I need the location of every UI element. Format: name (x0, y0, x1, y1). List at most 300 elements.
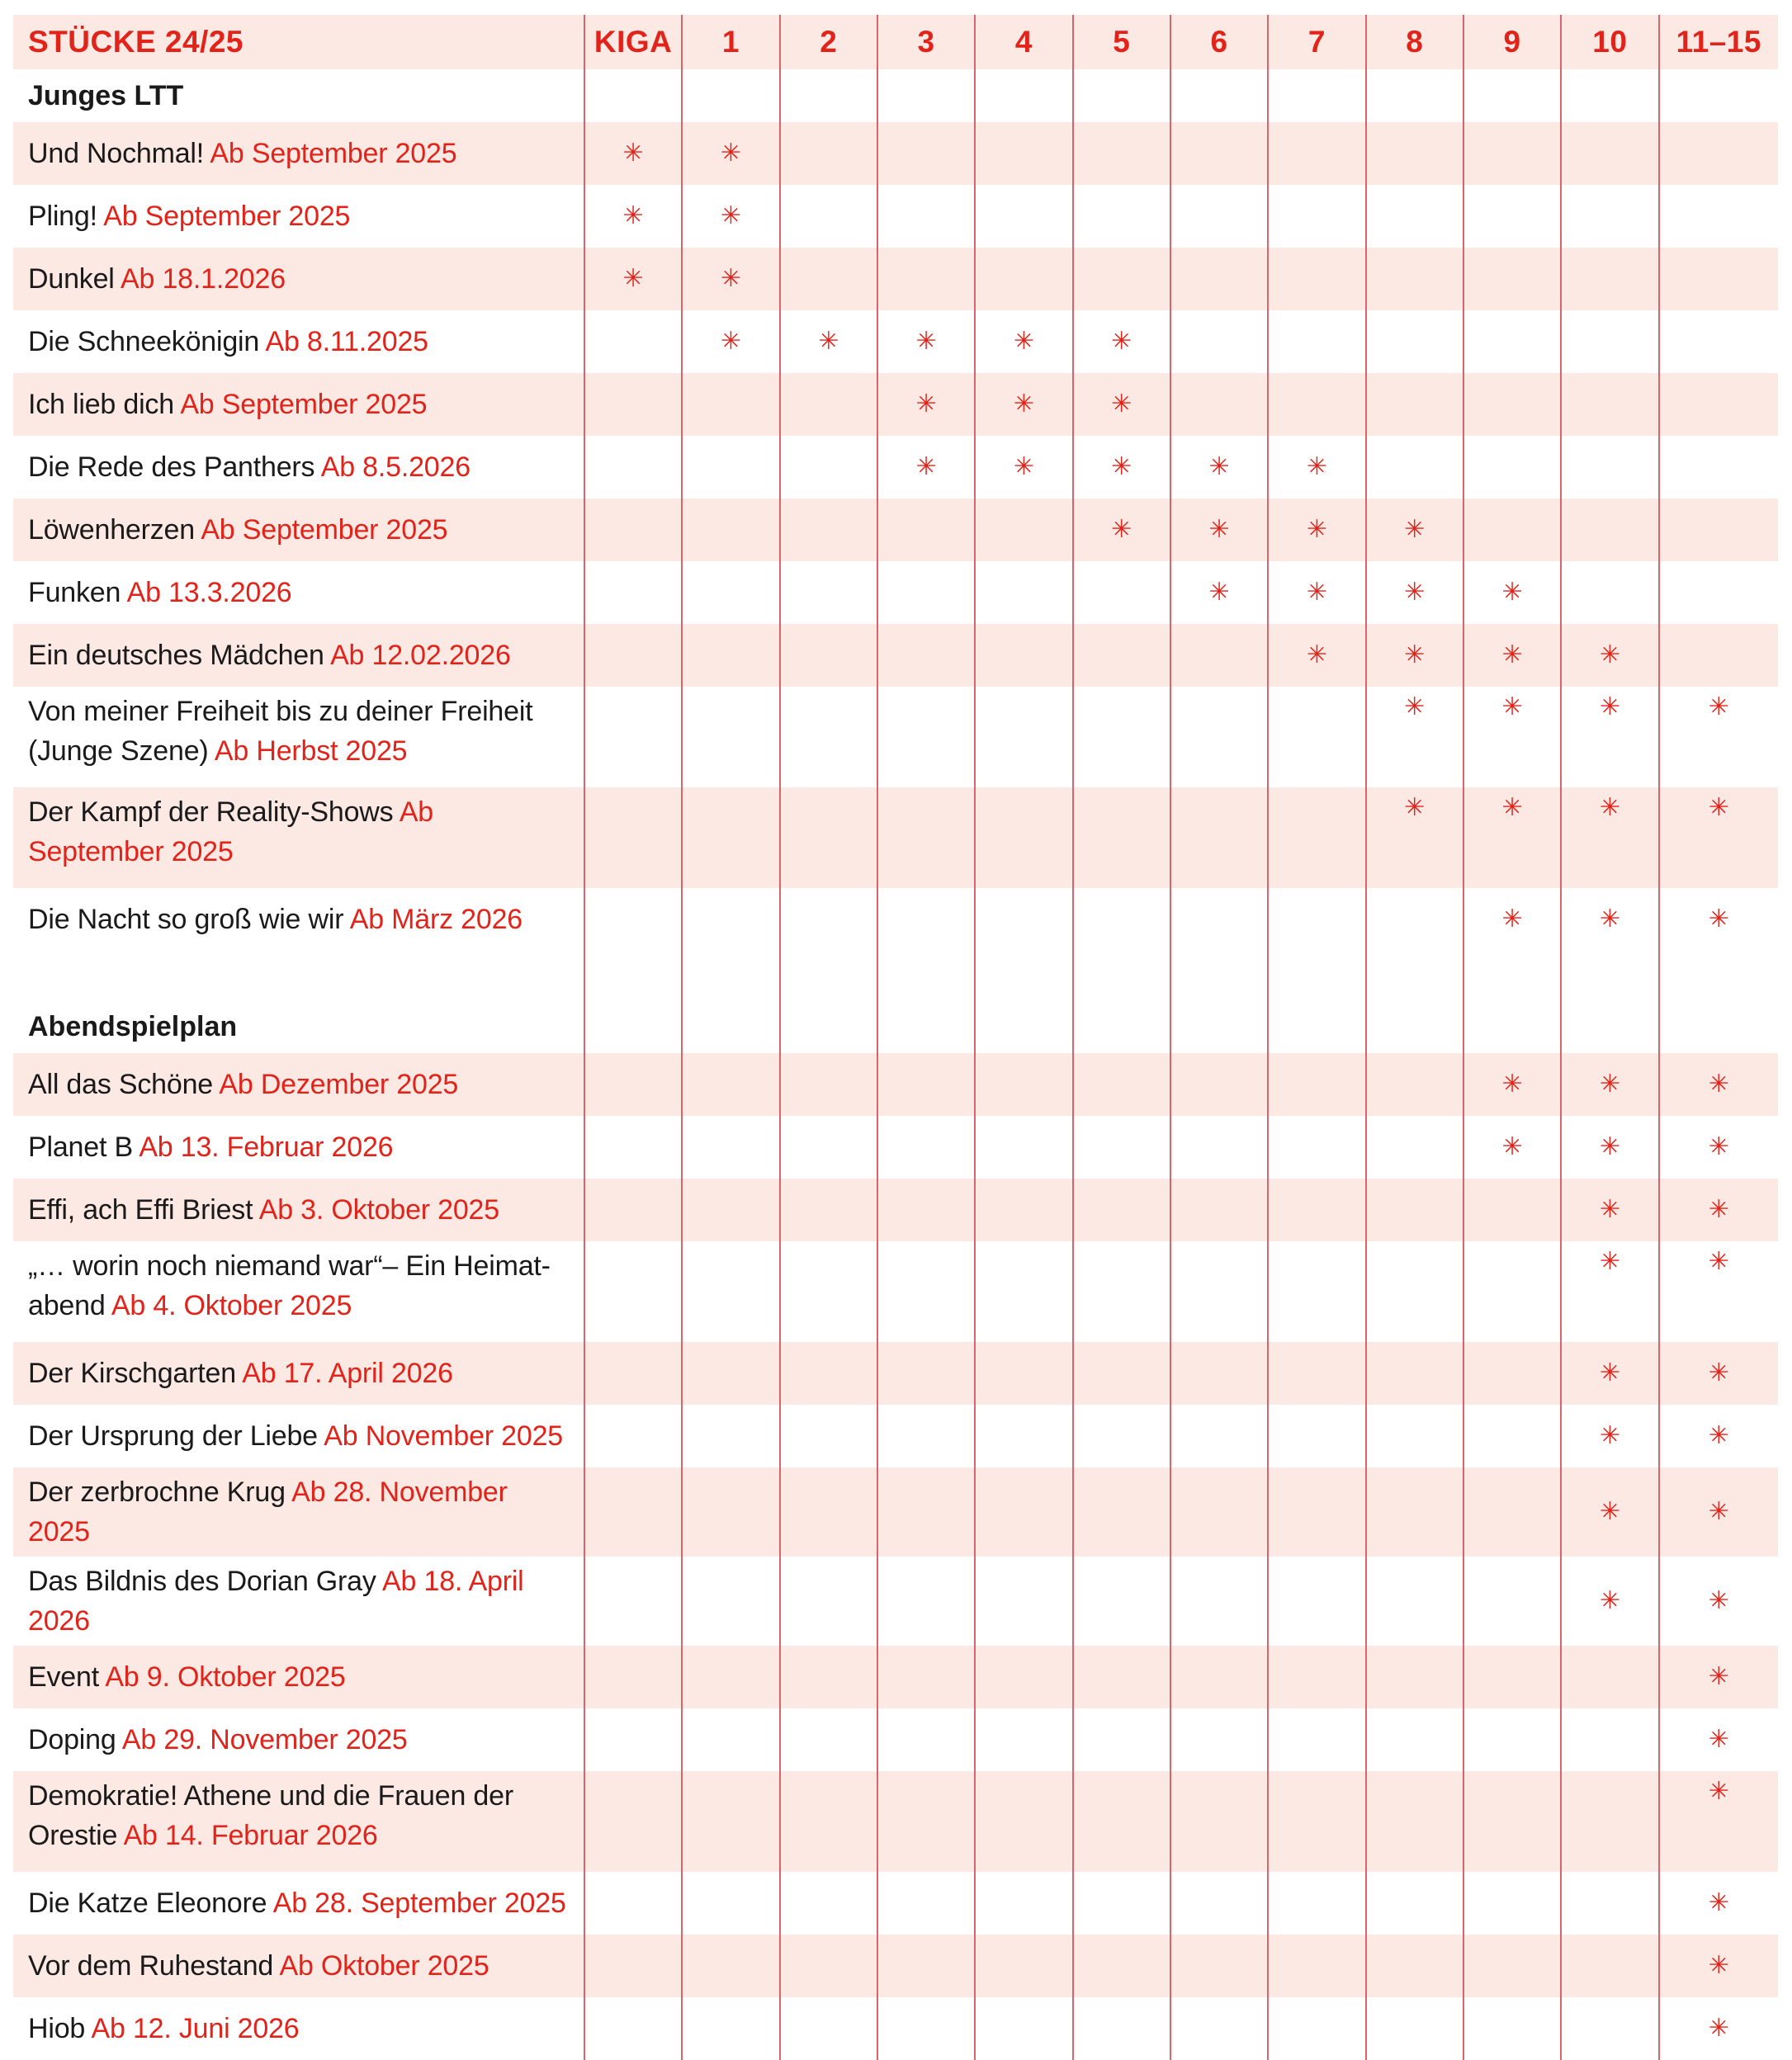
asterisk-star-icon: ✳ (1708, 1586, 1729, 1615)
grade-mark-cell (1659, 687, 1778, 787)
empty-cell (1170, 1708, 1268, 1771)
premiere-date: Ab 18.1.2026 (121, 263, 286, 295)
table-title: STÜCKE 24/25 (13, 15, 584, 69)
empty-cell (682, 1241, 779, 1342)
empty-cell (584, 436, 682, 498)
empty-cell (1659, 248, 1778, 310)
grade-header-1: 1 (682, 15, 779, 69)
play-title-cell (13, 1179, 584, 1241)
empty-cell (584, 1342, 682, 1405)
grade-mark-cell (1561, 1179, 1658, 1241)
play-title-cell (13, 561, 584, 624)
empty-cell (1268, 1935, 1365, 1997)
asterisk-star-icon: ✳ (1111, 452, 1132, 481)
play-name: Demokratie! Athene und die Frauen der Orestie (28, 1780, 513, 1851)
grade-mark-cell (1659, 1053, 1778, 1116)
empty-cell (780, 1557, 877, 1646)
asterisk-star-icon: ✳ (1404, 640, 1426, 669)
empty-cell (975, 69, 1072, 122)
empty-cell (780, 1179, 877, 1241)
empty-cell (1268, 1771, 1365, 1872)
empty-cell (1268, 69, 1365, 122)
empty-cell (780, 561, 877, 624)
empty-cell (682, 1116, 779, 1179)
asterisk-star-icon: ✳ (1404, 578, 1426, 607)
empty-cell (780, 1872, 877, 1935)
premiere-date: Ab 3. Oktober 2025 (258, 1194, 499, 1226)
empty-cell (975, 1000, 1072, 1053)
empty-cell (1073, 1000, 1170, 1053)
grade-mark-cell (584, 248, 682, 310)
empty-cell (975, 1467, 1072, 1557)
grade-mark-cell (1561, 787, 1658, 888)
empty-cell (1659, 1000, 1778, 1053)
asterisk-star-icon: ✳ (1708, 2014, 1729, 2043)
empty-cell (1366, 1053, 1463, 1116)
empty-cell (1073, 1872, 1170, 1935)
empty-cell (1073, 1342, 1170, 1405)
grade-header-kiga: KIGA (584, 15, 682, 69)
empty-cell (877, 951, 975, 1000)
empty-cell (780, 1116, 877, 1179)
premiere-date: Ab 13.3.2026 (126, 577, 292, 608)
empty-cell (1073, 248, 1170, 310)
empty-cell (975, 1116, 1072, 1179)
asterisk-star-icon: ✳ (1208, 515, 1230, 544)
grade-mark-cell (975, 373, 1072, 436)
asterisk-star-icon: ✳ (720, 327, 741, 356)
empty-cell (1463, 1997, 1561, 2060)
play-name: Und Nochmal! (28, 138, 205, 169)
grade-header-3: 3 (877, 15, 975, 69)
empty-cell (1073, 1557, 1170, 1646)
empty-cell (1268, 373, 1365, 436)
asterisk-star-icon: ✳ (720, 264, 741, 293)
play-name: Effi, ach Effi Briest (28, 1194, 253, 1226)
empty-cell (1659, 122, 1778, 185)
empty-cell (1463, 1179, 1561, 1241)
grade-mark-cell (1463, 1116, 1561, 1179)
play-title-cell (13, 1935, 584, 1997)
table-row (13, 1179, 1778, 1241)
empty-cell (975, 1405, 1072, 1467)
empty-cell (584, 1557, 682, 1646)
empty-cell (1073, 1179, 1170, 1241)
table-row (13, 1405, 1778, 1467)
empty-cell (584, 687, 682, 787)
empty-cell (975, 185, 1072, 248)
grade-mark-cell (1561, 1405, 1658, 1467)
grade-mark-cell (1366, 687, 1463, 787)
asterisk-star-icon: ✳ (1599, 1132, 1620, 1161)
table-row (13, 1116, 1778, 1179)
asterisk-star-icon: ✳ (1708, 905, 1729, 933)
empty-cell (1073, 1997, 1170, 2060)
empty-cell (1366, 1708, 1463, 1771)
empty-cell (1170, 624, 1268, 687)
empty-cell (877, 122, 975, 185)
grade-mark-cell (1659, 1646, 1778, 1708)
empty-cell (780, 373, 877, 436)
empty-cell (780, 1708, 877, 1771)
empty-cell (584, 1000, 682, 1053)
asterisk-star-icon: ✳ (1404, 793, 1426, 822)
empty-cell (1170, 373, 1268, 436)
empty-cell (780, 888, 877, 951)
empty-cell (1170, 687, 1268, 787)
empty-cell (682, 1557, 779, 1646)
empty-cell (877, 1467, 975, 1557)
grade-mark-cell (1268, 624, 1365, 687)
empty-cell (682, 1179, 779, 1241)
empty-cell (877, 1997, 975, 2060)
table-row (13, 561, 1778, 624)
empty-cell (682, 1771, 779, 1872)
empty-cell (877, 1935, 975, 1997)
section-heading-row (13, 69, 1778, 122)
grade-mark-cell (1463, 888, 1561, 951)
empty-cell (584, 1116, 682, 1179)
empty-cell (1561, 1771, 1658, 1872)
empty-cell (1268, 787, 1365, 888)
empty-cell (780, 248, 877, 310)
empty-cell (682, 1000, 779, 1053)
grade-mark-cell (1659, 1997, 1778, 2060)
asterisk-star-icon: ✳ (1306, 640, 1327, 669)
empty-cell (877, 1771, 975, 1872)
play-title-cell (13, 498, 584, 561)
play-title-cell (13, 624, 584, 687)
grade-mark-cell (1463, 624, 1561, 687)
grade-mark-cell (584, 185, 682, 248)
empty-cell (1073, 1708, 1170, 1771)
grade-mark-cell (1659, 888, 1778, 951)
empty-cell (1170, 1241, 1268, 1342)
asterisk-star-icon: ✳ (1013, 327, 1034, 356)
asterisk-star-icon: ✳ (1708, 1951, 1729, 1980)
table-body (13, 69, 1778, 2060)
empty-cell (584, 1179, 682, 1241)
empty-cell (1073, 1467, 1170, 1557)
empty-cell (1268, 310, 1365, 373)
empty-cell (1073, 888, 1170, 951)
asterisk-star-icon: ✳ (915, 327, 937, 356)
grade-mark-cell (877, 436, 975, 498)
grade-mark-cell (1366, 624, 1463, 687)
empty-cell (1366, 373, 1463, 436)
grade-mark-cell (1659, 1405, 1778, 1467)
premiere-date: Ab 8.5.2026 (320, 451, 470, 483)
empty-cell (584, 1771, 682, 1872)
premiere-date: Ab September 2025 (103, 201, 351, 232)
asterisk-star-icon: ✳ (1208, 578, 1230, 607)
table-row (13, 185, 1778, 248)
empty-cell (584, 624, 682, 687)
asterisk-star-icon: ✳ (1599, 1586, 1620, 1615)
empty-cell (1659, 373, 1778, 436)
empty-cell (584, 888, 682, 951)
empty-cell (877, 498, 975, 561)
empty-cell (1463, 69, 1561, 122)
empty-cell (1366, 122, 1463, 185)
empty-cell (1463, 498, 1561, 561)
empty-cell (1170, 888, 1268, 951)
grade-mark-cell (1561, 1116, 1658, 1179)
table-row (13, 1557, 1778, 1646)
asterisk-star-icon: ✳ (720, 139, 741, 168)
asterisk-star-icon: ✳ (1708, 793, 1729, 822)
table-row (13, 122, 1778, 185)
grade-mark-cell (1659, 1179, 1778, 1241)
empty-cell (1366, 1872, 1463, 1935)
empty-cell (1268, 248, 1365, 310)
empty-cell (877, 1000, 975, 1053)
play-title-cell (13, 1116, 584, 1179)
grade-mark-cell (1561, 1467, 1658, 1557)
empty-cell (1073, 787, 1170, 888)
play-name: Der Kampf der Reality-Shows (28, 796, 394, 828)
empty-cell (780, 787, 877, 888)
empty-cell (1073, 1241, 1170, 1342)
empty-cell (1463, 1342, 1561, 1405)
grade-mark-cell (1561, 1557, 1658, 1646)
empty-cell (682, 1935, 779, 1997)
empty-cell (877, 1646, 975, 1708)
table-row (13, 1342, 1778, 1405)
empty-cell (584, 69, 682, 122)
empty-cell (1561, 1997, 1658, 2060)
empty-cell (780, 1646, 877, 1708)
play-name: Doping (28, 1724, 116, 1755)
empty-cell (780, 1053, 877, 1116)
asterisk-star-icon: ✳ (1708, 1132, 1729, 1161)
empty-cell (780, 687, 877, 787)
grade-mark-cell (1463, 787, 1561, 888)
empty-cell (682, 498, 779, 561)
empty-cell (877, 1872, 975, 1935)
empty-cell (1463, 1000, 1561, 1053)
table-row (13, 787, 1778, 888)
play-name: Dunkel (28, 263, 115, 295)
empty-cell (1170, 1179, 1268, 1241)
grade-mark-cell (1561, 1342, 1658, 1405)
section-heading-row (13, 1000, 1778, 1053)
empty-cell (1366, 248, 1463, 310)
empty-cell (1268, 1053, 1365, 1116)
asterisk-star-icon: ✳ (1708, 1070, 1729, 1099)
empty-cell (1561, 373, 1658, 436)
empty-cell (1463, 248, 1561, 310)
grade-mark-cell (877, 373, 975, 436)
premiere-date: Ab September 2025 (180, 389, 428, 420)
empty-cell (780, 951, 877, 1000)
empty-cell (584, 1997, 682, 2060)
play-name: Der Kirschgarten (28, 1358, 236, 1389)
empty-cell (1463, 310, 1561, 373)
empty-cell (1170, 1000, 1268, 1053)
empty-cell (975, 1935, 1072, 1997)
asterisk-star-icon: ✳ (1501, 1132, 1523, 1161)
empty-cell (780, 122, 877, 185)
grade-mark-cell (1268, 498, 1365, 561)
table-row (13, 888, 1778, 951)
asterisk-star-icon: ✳ (1111, 390, 1132, 418)
empty-cell (584, 1405, 682, 1467)
play-name: Vor dem Ruhestand (28, 1950, 274, 1982)
asterisk-star-icon: ✳ (1708, 1247, 1729, 1276)
premiere-date: Ab 12. Juni 2026 (91, 2013, 300, 2044)
empty-cell (682, 69, 779, 122)
empty-cell (682, 1872, 779, 1935)
empty-cell (780, 1467, 877, 1557)
play-name: Pling! (28, 201, 97, 232)
premiere-date: Ab 12.02.2026 (330, 640, 511, 671)
empty-cell (780, 1241, 877, 1342)
play-title-cell (13, 248, 584, 310)
premiere-date: Ab September 2025 (201, 514, 448, 546)
empty-cell (1170, 1935, 1268, 1997)
empty-cell (877, 1405, 975, 1467)
asterisk-star-icon: ✳ (1599, 1247, 1620, 1276)
table-row (13, 310, 1778, 373)
play-name: Hiob (28, 2013, 86, 2044)
empty-cell (877, 624, 975, 687)
asterisk-star-icon: ✳ (1111, 327, 1132, 356)
empty-cell (780, 185, 877, 248)
asterisk-star-icon: ✳ (1404, 515, 1426, 544)
empty-cell (877, 1342, 975, 1405)
premiere-date: Ab 28. November 2025 (28, 1476, 508, 1547)
empty-cell (877, 185, 975, 248)
grade-mark-cell (1659, 1708, 1778, 1771)
play-title-cell (13, 1708, 584, 1771)
table-row (13, 1241, 1778, 1342)
grade-mark-cell (1561, 888, 1658, 951)
empty-cell (975, 498, 1072, 561)
header-row (13, 15, 1778, 69)
play-title-cell (13, 1467, 584, 1557)
empty-cell (1366, 69, 1463, 122)
asterisk-star-icon: ✳ (915, 390, 937, 418)
empty-cell (584, 1872, 682, 1935)
empty-cell (1073, 687, 1170, 787)
empty-cell (1561, 1935, 1658, 1997)
asterisk-star-icon: ✳ (1501, 793, 1523, 822)
table-row (13, 1935, 1778, 1997)
asterisk-star-icon: ✳ (1708, 1662, 1729, 1691)
table-row (13, 1708, 1778, 1771)
empty-cell (1561, 1872, 1658, 1935)
empty-cell (682, 1405, 779, 1467)
grade-header-7: 7 (1268, 15, 1365, 69)
empty-cell (1170, 122, 1268, 185)
asterisk-star-icon: ✳ (818, 327, 839, 356)
grade-header-2: 2 (780, 15, 877, 69)
empty-cell (1170, 69, 1268, 122)
empty-cell (1170, 1771, 1268, 1872)
play-name: Event (28, 1661, 99, 1693)
empty-cell (1366, 1405, 1463, 1467)
premiere-date: Ab Oktober 2025 (279, 1950, 489, 1982)
empty-cell (1366, 310, 1463, 373)
empty-cell (975, 561, 1072, 624)
empty-cell (975, 1708, 1072, 1771)
grade-header-6: 6 (1170, 15, 1268, 69)
table-row (13, 624, 1778, 687)
asterisk-star-icon: ✳ (622, 139, 644, 168)
grade-mark-cell (1366, 787, 1463, 888)
empty-cell (975, 1342, 1072, 1405)
play-name: „… worin noch niemand war“– Ein Heimat-abend (28, 1250, 551, 1321)
asterisk-star-icon: ✳ (1501, 578, 1523, 607)
empty-cell (1463, 1771, 1561, 1872)
grade-mark-cell (1659, 1935, 1778, 1997)
empty-cell (1268, 1708, 1365, 1771)
asterisk-star-icon: ✳ (1708, 1777, 1729, 1806)
empty-cell (1463, 951, 1561, 1000)
play-title-cell (13, 310, 584, 373)
empty-cell (1366, 888, 1463, 951)
age-recommendation-table (13, 15, 1778, 2060)
empty-cell (584, 561, 682, 624)
play-title-cell (13, 436, 584, 498)
empty-cell (1170, 1997, 1268, 2060)
asterisk-star-icon: ✳ (622, 264, 644, 293)
table-row (13, 1872, 1778, 1935)
asterisk-star-icon: ✳ (1111, 515, 1132, 544)
asterisk-star-icon: ✳ (1708, 1358, 1729, 1387)
empty-cell (1268, 1405, 1365, 1467)
asterisk-star-icon: ✳ (1501, 692, 1523, 721)
asterisk-star-icon: ✳ (1599, 1195, 1620, 1224)
grade-header-9: 9 (1463, 15, 1561, 69)
grade-mark-cell (1659, 787, 1778, 888)
play-name: Planet B (28, 1132, 133, 1163)
empty-cell (1268, 951, 1365, 1000)
grade-mark-cell (975, 310, 1072, 373)
grade-header-4: 4 (975, 15, 1072, 69)
empty-cell (975, 1179, 1072, 1241)
empty-cell (1073, 1116, 1170, 1179)
table-row (13, 373, 1778, 436)
premiere-date: Ab Herbst 2025 (214, 735, 408, 767)
premiere-date: Ab 29. November 2025 (121, 1724, 408, 1755)
empty-cell (1073, 624, 1170, 687)
empty-cell (1073, 185, 1170, 248)
grade-mark-cell (975, 436, 1072, 498)
empty-cell (877, 248, 975, 310)
grade-header-11-15: 11–15 (1659, 15, 1778, 69)
empty-cell (682, 373, 779, 436)
play-name: Von meiner Freiheit bis zu deiner Freiheit (Junge Szene) (28, 696, 533, 767)
empty-cell (1463, 1646, 1561, 1708)
empty-cell (682, 951, 779, 1000)
play-title-cell (13, 1872, 584, 1935)
empty-cell (1073, 122, 1170, 185)
empty-cell (1463, 1241, 1561, 1342)
asterisk-star-icon: ✳ (1708, 1497, 1729, 1526)
empty-cell (1561, 185, 1658, 248)
play-title-cell (13, 1405, 584, 1467)
asterisk-star-icon: ✳ (1208, 452, 1230, 481)
empty-cell (780, 1997, 877, 2060)
play-title-cell (13, 185, 584, 248)
empty-cell (1073, 1405, 1170, 1467)
play-name: Ein deutsches Mädchen (28, 640, 324, 671)
play-name: Die Rede des Panthers (28, 451, 315, 483)
asterisk-star-icon: ✳ (1306, 515, 1327, 544)
grade-header-8: 8 (1366, 15, 1463, 69)
